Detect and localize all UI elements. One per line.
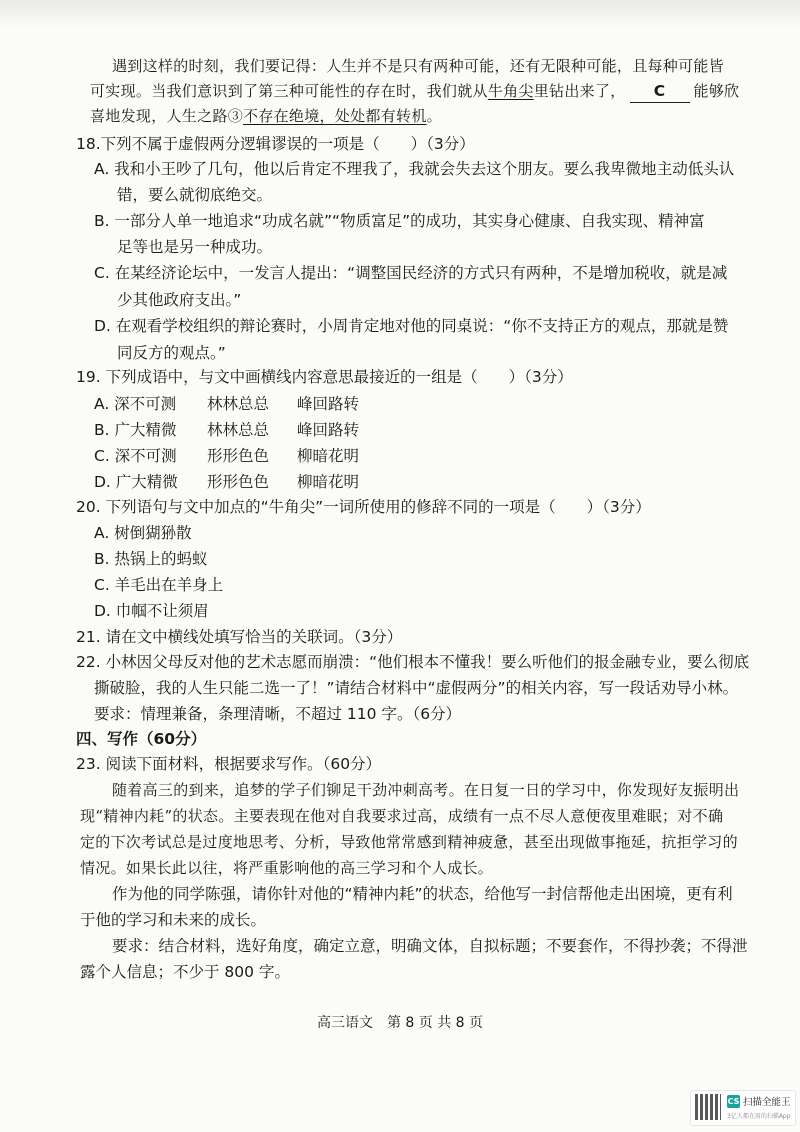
q19-stem: 19. 下列成语中，与文中画横线内容意思最接近的一组是（ ）（3分） xyxy=(76,368,573,386)
q19-option-c-col1: C. 深不可测 xyxy=(94,447,177,465)
q18-option-b-cont: 足等也是另一种成功。 xyxy=(117,238,273,256)
underlined-phrase: 不存在绝境，处处都有转机 xyxy=(243,107,427,125)
q23-material-line-2: 现“精神内耗”的状态。主要表现在他对自我要求过高，成绩有一点不尽人意便夜里难眠；对不确 xyxy=(80,807,724,825)
q18-option-a: A. 我和小王吵了几句，他以后肯定不理我了，我就会失去这个朋友。要么我卑微地主动低头认 xyxy=(94,160,735,178)
q20-option-c: C. 羊毛出在羊身上 xyxy=(94,576,224,594)
passage-text: 里钻出来了， xyxy=(533,82,626,100)
passage-text: 。 xyxy=(426,107,442,125)
q20-option-a: A. 树倒猢狲散 xyxy=(94,524,192,542)
q19-option-b-col3: 峰回路转 xyxy=(297,421,360,439)
q22-line-1: 22. 小林因父母反对他的艺术志愿而崩溃：“他们根本不懂我！要么听他们的报金融专业，要么彻底 xyxy=(76,653,750,671)
q19-option-c-col2: 形形色色 xyxy=(207,447,270,465)
q23-material-line-3: 定的下次考试总是过度地思考、分析，导致他常常感到精神疲惫，甚至出现做事拖延，抗拒学习的 xyxy=(80,833,738,851)
section-4-title: 四、写作（60分） xyxy=(76,730,207,748)
dotted-word-niujiaojian: 牛角尖 xyxy=(487,82,534,100)
q20-stem: 20. 下列语句与文中加点的“牛角尖”一词所使用的修辞不同的一项是（ ）（3分） xyxy=(76,498,651,516)
passage-text: 喜地发现，人生之路③ xyxy=(90,107,244,125)
q23-requirement-line-2: 露个人信息；不少于 800 字。 xyxy=(80,963,290,981)
passage-text: 遇到这样的时刻，我们要记得：人生并不是只有两种可能，还有无限种可能，且每种可能皆 xyxy=(112,57,725,75)
camscanner-name: 扫描全能王 xyxy=(743,1097,791,1108)
q23-task-line-2: 于他的学习和未来的成长。 xyxy=(80,911,267,929)
q18-option-d: D. 在观看学校组织的辩论赛时，小周肯定地对他的同桌说：“你不支持正方的观点，那就是赞 xyxy=(94,317,729,335)
q19-option-a-col2: 林林总总 xyxy=(207,395,270,413)
q23-task-line-1: 作为他的同学陈强，请你针对他的“精神内耗”的状态，给他写一封信帮他走出困境，更有利 xyxy=(112,885,733,903)
passage-line-2 xyxy=(90,80,739,103)
q19-option-a-col3: 峰回路转 xyxy=(297,395,360,413)
q19-option-b-col2: 林林总总 xyxy=(207,421,270,439)
passage-text: 可实现。当我们意识到了第三种可能性的存在时，我们就从 xyxy=(90,82,488,100)
camscanner-watermark xyxy=(690,1090,796,1126)
q18-option-c-cont: 少其他政府支出。” xyxy=(117,291,242,309)
passage-line-1 xyxy=(112,55,724,77)
q19-option-d-col1: D. 广大精微 xyxy=(94,473,178,491)
q23-stem: 23. 阅读下面材料，根据要求写作。（60分） xyxy=(76,755,382,773)
q19-option-a-col1: A. 深不可测 xyxy=(94,395,177,413)
q19-option-b-col1: B. 广大精微 xyxy=(94,421,177,439)
q18-option-a-cont: 错，要么就彻底绝交。 xyxy=(117,186,273,204)
q22-requirement: 要求：情理兼备，条理清晰，不超过 110 字。（6分） xyxy=(94,705,462,723)
q18-stem: 18.下列不属于虚假两分逻辑谬误的一项是（ ）（3分） xyxy=(76,135,475,153)
q21-stem: 21. 请在文中横线处填写恰当的关联词。（3分） xyxy=(76,628,403,646)
q20-option-d: D. 巾帼不让须眉 xyxy=(94,602,209,620)
scan-edge-shadow xyxy=(0,0,800,28)
q22-line-2: 撕破脸，我的人生只能二选一了！”请结合材料中“虚假两分”的相关内容，写一段话劝导小林。 xyxy=(94,679,739,697)
q20-option-b: B. 热锅上的蚂蚁 xyxy=(94,550,208,568)
camscanner-tagline: 3亿人都在用的扫描App xyxy=(727,1113,791,1120)
camscanner-logo-icon: CS xyxy=(727,1097,740,1106)
q18-option-d-cont: 同反方的观点。” xyxy=(117,344,226,362)
q23-material-line-4: 情况。如果长此以往，将严重影响他的高三学习和个人成长。 xyxy=(80,859,494,877)
page-footer: 高三语文 第 8 页 共 8 页 xyxy=(316,1015,484,1031)
q18-option-b: B. 一部分人单一地追求“功成名就”“物质富足”的成功，其实身心健康、自我实现、精神富 xyxy=(94,212,705,230)
qr-code-icon xyxy=(695,1094,721,1120)
passage-line-3 xyxy=(90,105,442,127)
passage-text: 能够欣 xyxy=(693,82,740,100)
q19-option-d-col2: 形形色色 xyxy=(207,473,270,491)
q23-requirement-line-1: 要求：结合材料，选好角度，确定立意，明确文体，自拟标题；不要套作，不得抄袭；不得泄 xyxy=(112,937,748,955)
answer-blank-c: C xyxy=(630,80,690,103)
q18-option-c: C. 在某经济论坛中，一发言人提出：“调整国民经济的方式只有两种，不是增加税收，就是减 xyxy=(94,264,728,282)
q23-material-line-1: 随着高三的到来，追梦的学子们铆足干劲冲刺高考。在日复一日的学习中，你发现好友振明出 xyxy=(112,781,740,799)
q19-option-c-col3: 柳暗花明 xyxy=(297,447,360,465)
q19-option-d-col3: 柳暗花明 xyxy=(297,473,360,491)
